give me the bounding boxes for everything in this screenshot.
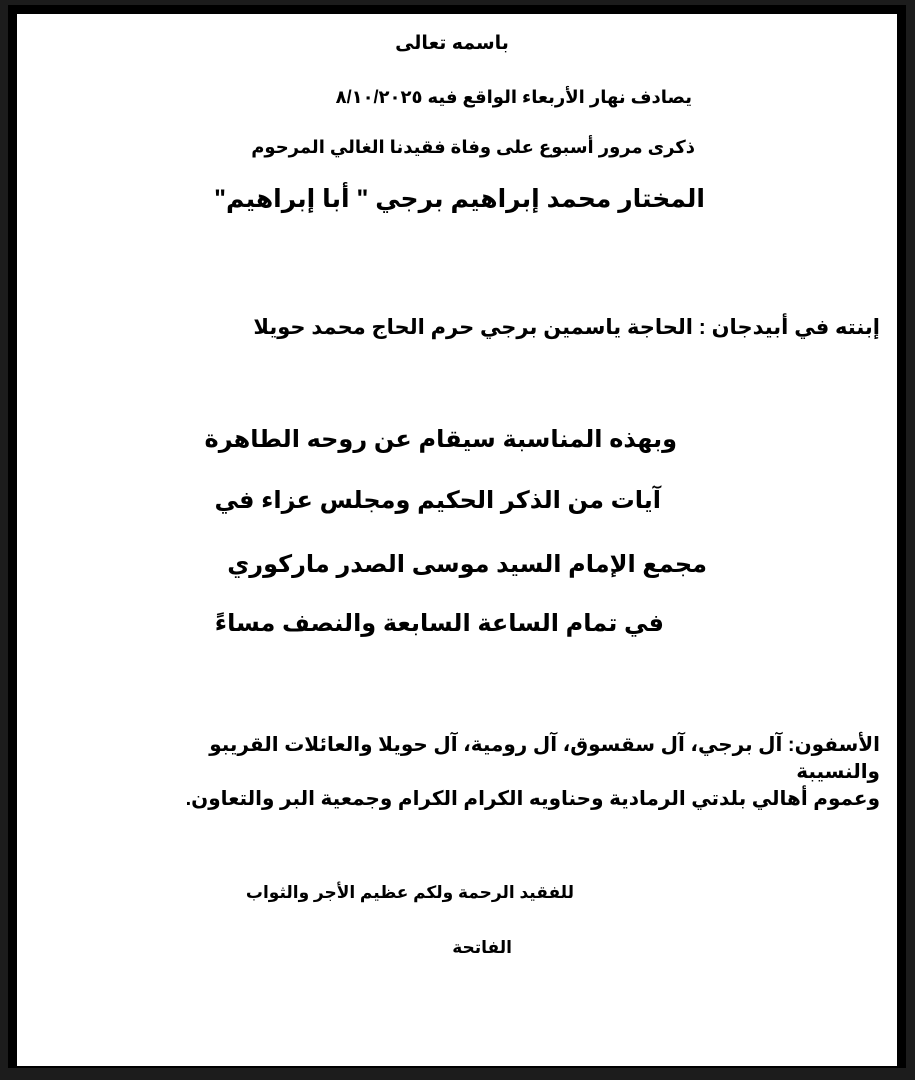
deceased-name: المختار محمد إبراهيم برجي " أبا إبراهيم" (214, 185, 705, 213)
basmala-heading: باسمه تعالى (395, 33, 509, 54)
occasion-line: آيات من الذكر الحكيم ومجلس عزاء في (214, 487, 661, 514)
date-line: يصادف نهار الأربعاء الواقع فيه ٨/١٠/٢٠٢٥ (335, 87, 692, 107)
daughter-line: إبنته في أبيدجان : الحاجة ياسمين برجي حرم الحاج محمد حويلا (253, 316, 880, 339)
occasion-line: في تمام الساعة السابعة والنصف مساءً (214, 610, 664, 637)
occasion-line: مجمع الإمام السيد موسى الصدر ماركوري (227, 551, 707, 578)
closing-fatiha: الفاتحة (452, 938, 512, 957)
mourners-paragraph (120, 732, 880, 813)
mourners-line: الأسفون: آل برجي، آل سقسوق، آل رومية، آل حويلا والعائلات القريبو والنسيبة (209, 734, 880, 783)
mourners-line: وعموم أهالي بلدتي الرمادية وحناويه الكرام الكرام وجمعية البر والتعاون. (185, 788, 880, 810)
remembrance-line: ذكرى مرور أسبوع على وفاة فقيدنا الغالي المرحوم (251, 137, 695, 157)
condolence-line: للفقيد الرحمة ولكم عظيم الأجر والثواب (245, 883, 574, 902)
occasion-line: وبهذه المناسبة سيقام عن روحه الطاهرة (204, 426, 677, 453)
memorial-notice-page (17, 14, 897, 1066)
